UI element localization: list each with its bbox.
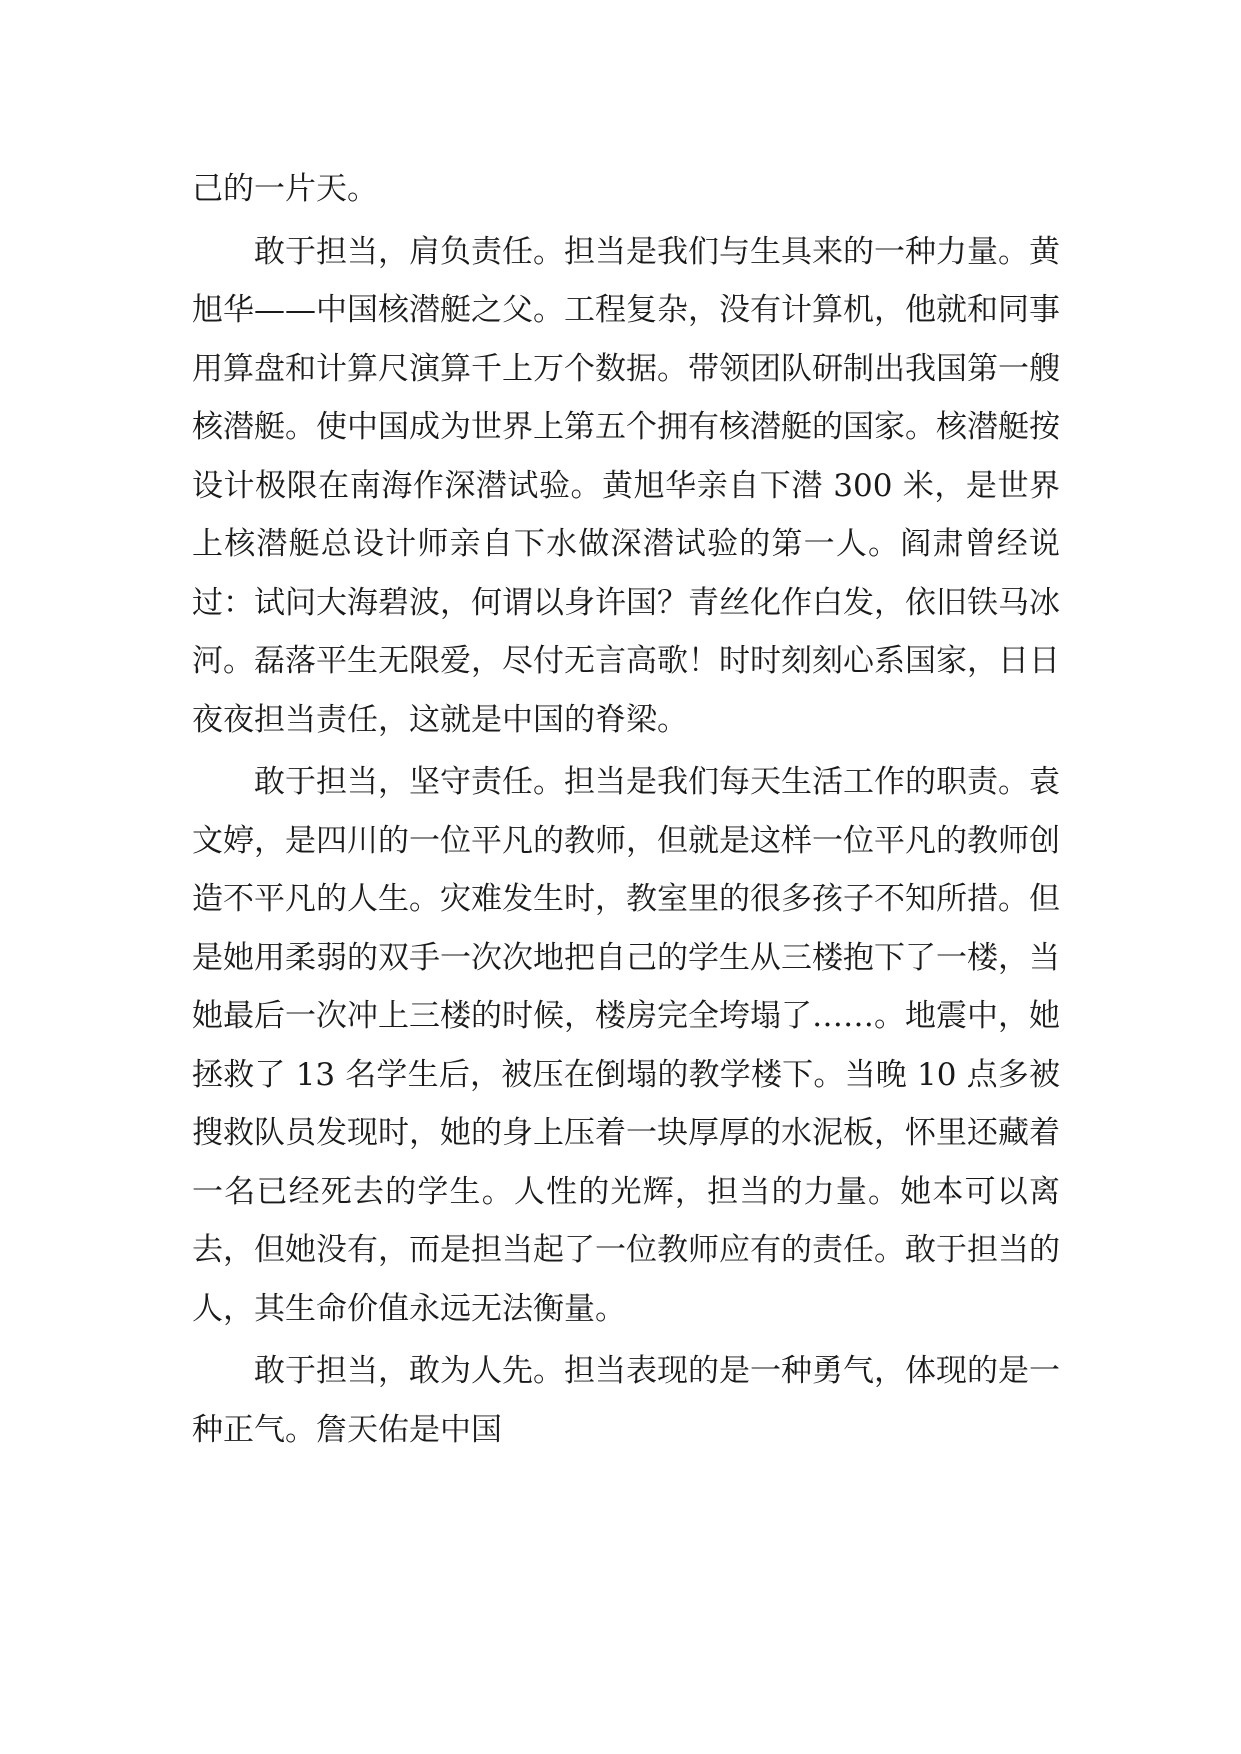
paragraph-3: 敢于担当，坚守责任。担当是我们每天生活工作的职责。袁文婷，是四川的一位平凡的教师，但就是这样一位平凡的教师创造不平凡的人生。灾难发生时，教室里的很多孩子不知所措。但是她用柔弱的双手一次次地把自己的学生从三楼抱下了一楼，当她最后一次冲上三楼的时候，楼房完全垮塌了……。地震中，她拯救了 13 名学生后，被压在倒塌的教学楼下。当晚 10 点多被搜救队员发现时，她的身上压着一块厚厚的水泥板，怀里还藏着一名已经死去的学生。人性的光辉，担当的力量。她本可以离去，但她没有，而是担当起了一位教师应有的责任。敢于担当的人，其生命价值永远无法衡量。 (192, 764, 1060, 1327)
document-body (192, 160, 1060, 1459)
paragraph-4: 敢于担当，敢为人先。担当表现的是一种勇气，体现的是一种正气。詹天佑是中国 (192, 1353, 1060, 1448)
paragraph-1: 己的一片天。 (192, 171, 378, 207)
paragraph-2: 敢于担当，肩负责任。担当是我们与生具来的一种力量。黄旭华——中国核潜艇之父。工程复杂，没有计算机，他就和同事用算盘和计算尺演算千上万个数据。带领团队研制出我国第一艘核潜艇。使中国成为世界上第五个拥有核潜艇的国家。核潜艇按设计极限在南海作深潜试验。黄旭华亲自下潜 300 米，是世界上核潜艇总设计师亲自下水做深潜试验的第一人。阎肃曾经说过：试问大海碧波，何谓以身许国？青丝化作白发，依旧铁马冰河。磊落平生无限爱，尽付无言高歌！时时刻刻心系国家，日日夜夜担当责任，这就是中国的脊梁。 (192, 233, 1060, 738)
